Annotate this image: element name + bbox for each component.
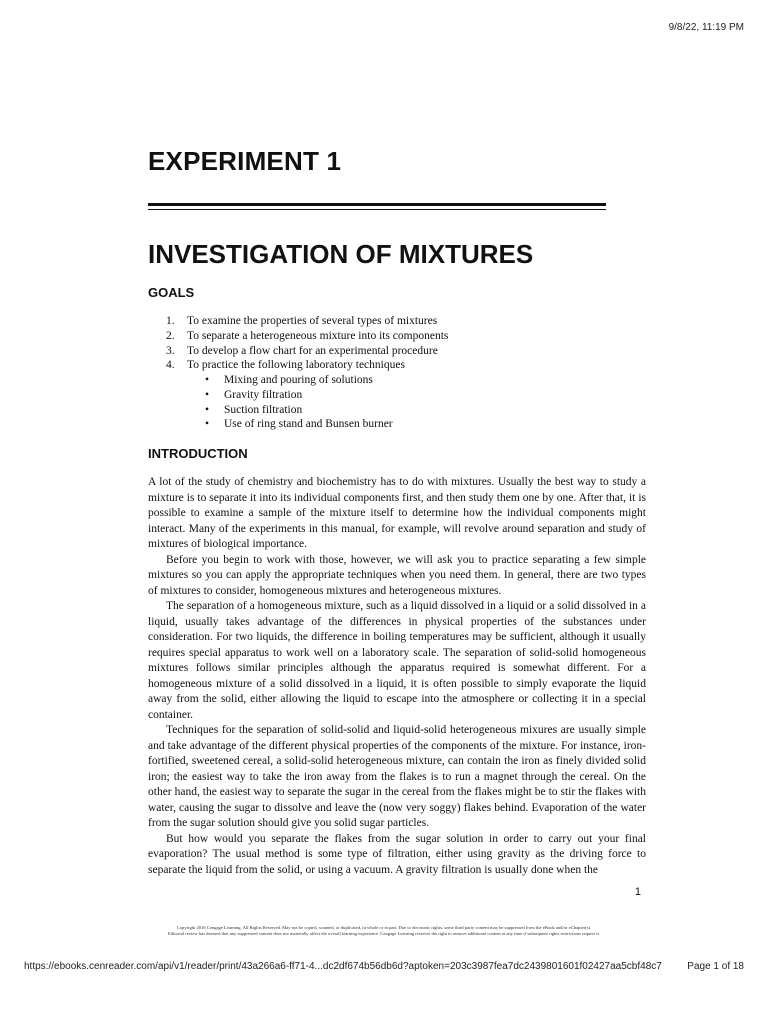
introduction-body — [148, 475, 646, 878]
copyright-line: Copyright 2016 Cengage Learning. All Rights Reserved. May not be copied, scanned, or duplicated, in whole or in part. Due to electronic rights, some third party content may be suppressed from the eBook and/or eChapter(s). — [176, 925, 592, 930]
section-title: INVESTIGATION OF MIXTURES — [148, 239, 534, 269]
page-number: 1 — [634, 886, 641, 898]
goal-number: 2. — [166, 329, 175, 342]
intro-paragraph: But how would you separate the flakes from the sugar solution in order to carry out your final evaporation? The usual method is some type of filtration, either using gravity as the driving force to separate the liquid from the solid, or using a vacuum. A gravity filtration is usually done when the — [148, 832, 646, 876]
introduction-heading: INTRODUCTION — [148, 446, 248, 461]
technique-item — [198, 417, 393, 432]
goal-text: To practice the following laboratory techniques — [187, 359, 405, 372]
intro-paragraph: Before you begin to work with those, however, we will ask you to practice separating a few simple mixtures so you can apply the appropriate techniques when you need them. In general, there are two types of mixtures to consider, homogeneous mixtures and heterogeneous mixtures. — [148, 553, 646, 597]
goal-number: 1. — [166, 315, 175, 327]
goals-heading: GOALS — [148, 285, 195, 300]
goals-list — [166, 314, 448, 373]
bullet-icon: • — [205, 374, 210, 386]
bullet-icon: • — [205, 418, 210, 431]
intro-paragraph: The separation of a homogeneous mixture, such as a liquid dissolved in a liquid or a solid dissolved in a liquid, usually takes advantage of the differences in physical properties of the substances under consideration. For two liquids, the difference in boiling temperatures may be sufficient, although it usually requires special apparatus to work well on a laboratory scale. The separation of solid-solid homogeneous mixtures follows similar principles although the apparatus required is somewhat different. For a homogeneous mixture of a solid dissolved in a liquid, it is often possible to simply evaporate the liquid away from the solid, either allowing the liquid to escape into the atmosphere or collecting it in a special container. — [148, 600, 646, 721]
experiment-title: EXPERIMENT 1 — [148, 146, 342, 176]
technique-text: Mixing and pouring of solutions — [224, 374, 373, 386]
technique-text: Use of ring stand and Bunsen burner — [224, 418, 393, 431]
goal-text: To develop a flow chart for an experimental procedure — [187, 344, 438, 357]
goal-text: To examine the properties of several types of mixtures — [187, 315, 438, 327]
goal-number: 4. — [166, 359, 175, 372]
bullet-icon: • — [205, 403, 210, 416]
technique-text: Suction filtration — [224, 403, 303, 416]
print-timestamp: 9/8/22, 11:19 PM — [668, 22, 744, 33]
copyright-notice — [112, 925, 656, 937]
technique-text: Gravity filtration — [224, 388, 303, 401]
title-divider — [148, 203, 606, 210]
goal-item — [166, 358, 448, 373]
copyright-line: Editorial review has deemed that any suppressed content does not materially affect the overall learning experience. Cengage Learning reserves the right to remove additional content at any time if subsequent rights restrictions require it. — [168, 931, 600, 937]
intro-paragraph: A lot of the study of chemistry and biochemistry has to do with mixtures. Usually the best way to study a mixture is to separate it into its individual components first, and then study them one by one. After that, it is possible to examine a sample of the mixture itself to determine how the individual components might interact. Many of the experiments in this manual, for example, will revolve around separation and study of mixtures of biological importance. — [148, 476, 646, 550]
intro-paragraph: Techniques for the separation of solid-solid and liquid-solid heterogeneous mixures are usually simple and take advantage of the different physical properties of the components of the mixture. For instance, iron-fortified, sweetened cereal, a solid-solid heterogeneous mixture, can contain the iron as finely divided solid iron; the easiest way to take the iron away from the flakes is to run a magnet through the cereal. On the other hand, the easiest way to separate the sugar in the cereal from the flakes might be to stir the flakes with water, causing the sugar to dissolve and leave the (now very soggy) flakes behind. Evaporation of the water from the sugar solution should give you solid sugar particles. — [148, 724, 646, 829]
bullet-icon: • — [205, 388, 210, 401]
print-page-info: Page 1 of 18 — [687, 961, 744, 972]
goal-number: 3. — [166, 344, 175, 357]
goal-item — [166, 344, 448, 359]
goal-item — [166, 314, 448, 329]
technique-list — [198, 373, 393, 432]
technique-item — [198, 373, 393, 388]
technique-item — [198, 388, 393, 403]
print-url: https://ebooks.cenreader.com/api/v1/reader/print/43a266a6-ff71-4...dc2df674b56db6d?aptoken=203c3987fea7dc2439801601f02427aa5cbf48c7 — [24, 961, 662, 972]
print-footer — [24, 961, 744, 972]
goal-text: To separate a heterogeneous mixture into its components — [187, 329, 449, 342]
goal-item — [166, 329, 448, 344]
technique-item — [198, 403, 393, 418]
